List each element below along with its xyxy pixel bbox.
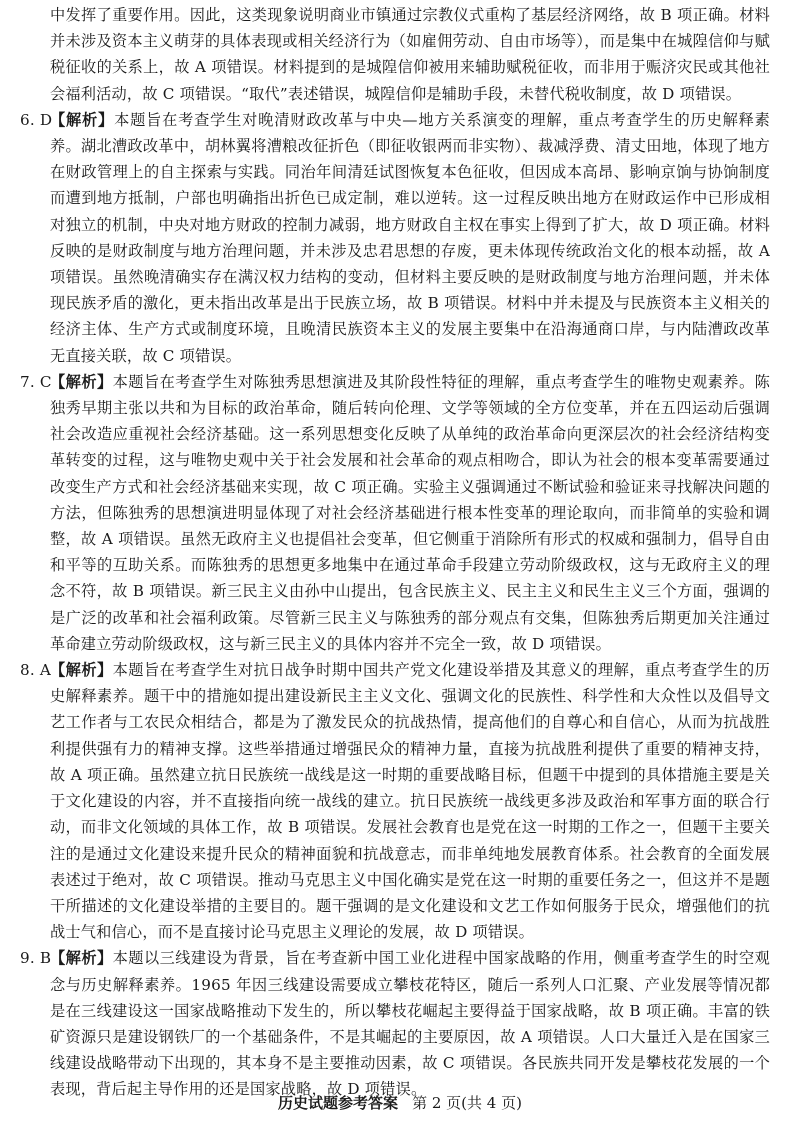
continuation-text: 中发挥了重要作用。因此，这类现象说明商业市镇通过宗教仪式重构了基层经济网络，故 B 项正确。材料并未涉及资本主义萌芽的具体表现或相关经济行为（如雇佣劳动、自由市场等），而是集中在城隍信仰与赋税征收的关系上，故 A 项错误。材料提到的是城隍信仰被用来辅助赋税征收，而非用于赈济灾民或其他社会福利活动，故 C 项错误。“取代”表述错误，城隍信仰是辅助手段，未替代税收制度，故 D 项错误。 xyxy=(50,6,770,103)
answer-item-7 xyxy=(20,369,770,657)
analysis-text: 本题以三线建设为背景，旨在考查新中国工业化进程中国家战略的作用，侧重考查学生的时空观念与历史解释素养。1965 年因三线建设需要成立攀枝花特区，随后一系列人口汇聚、产业发展等情况都是在三线建设这一国家战略推动下发生的，所以攀枝花崛起主要得益于国家战略，故 B 项正确。丰富的铁矿资源只是建设钢铁厂的一个基础条件，不是其崛起的主要原因，故 A 项错误。人口大量迁入是在国家三线建设战略带动下出现的，其本身不是主要推动因素，故 C 项错误。各民族共同开发是攀枝花发展的一个表现，背后起主导作用的还是国家战略，故 D 项错误。 xyxy=(50,949,770,1099)
answer-number: 8. A xyxy=(20,661,52,680)
analysis-text: 本题旨在考查学生对陈独秀思想演进及其阶段性特征的理解，重点考查学生的唯物史观素养。陈独秀早期主张以共和为目标的政治革命，随后转向伦理、文学等领域的全方位变革，并在五四运动后强调社会改造应重视社会经济基础。这一系列思想变化反映了从单纯的政治革命向更深层次的社会经济结构变革转变的过程，这与唯物史观中关于社会发展和社会革命的观点相吻合，即认为社会的根本变革需要通过改变生产方式和社会经济基础来实现，故 C 项正确。实验主义强调通过不断试验和验证来寻找解决问题的方法，但陈独秀的思想演进明显体现了对社会经济基础进行根本性变革的理论取向，而非简单的实验和调整，故 A 项错误。虽然无政府主义也提倡社会变革，但它侧重于消除所有形式的权威和强制力，倡导自由和平等的互助关系。而陈独秀的思想更多地集中在通过革命手段建立劳动阶级政权，这与无政府主义的理念不符，故 B 项错误。新三民主义由孙中山提出，包含民族主义、民主主义和民生主义三个方面，强调的是广泛的改革和社会福利政策。尽管新三民主义与陈独秀的部分观点有交集，但陈独秀后期更加关注通过革命建立劳动阶级政权，这与新三民主义的具体内容并不完全一致，故 D 项错误。 xyxy=(50,372,770,653)
answer-number: 6. D xyxy=(20,110,53,129)
answer-number: 9. B xyxy=(20,949,52,968)
answer-item-9 xyxy=(20,945,770,1102)
answer-content xyxy=(20,2,770,1103)
analysis-tag: 【解析】 xyxy=(50,372,113,391)
analysis-text: 本题旨在考查学生对晚清财政改革与中央—地方关系演变的理解，重点考查学生的历史解释素养。湖北漕政改革中，胡林翼将漕粮改征折色（即征收银两而非实物）、裁减浮费、清丈田地，体现了地方在财政管理上的自主探索与实践。同治年间清廷试图恢复本色征收，但因成本高昂、影响京饷与协饷制度而遭到地方抵制，户部也明确指出折色已成定制，难以逆转。这一过程反映出地方在财政运作中已形成相对独立的机制，中央对地方财政的控制力减弱，地方财政自主权在事实上得到了扩大，故 D 项正确。材料反映的是财政制度与地方治理问题，并未涉及忠君思想的存废，更未体现传统政治文化的根本动摇，故 A 项错误。虽然晚清确实存在满汉权力结构的变动，但材料主要反映的是财政制度与地方治理问题，并未体现民族矛盾的激化，更未指出改革是出于民族立场，故 B 项错误。材料中并未提及与民族资本主义相关的经济主体、生产方式或制度环境，且晚清民族资本主义的发展主要集中在沿海通商口岸，与内陆漕政改革无直接关联，故 C 项错误。 xyxy=(50,110,770,365)
answer-item-8 xyxy=(20,657,770,945)
answer-number: 7. C xyxy=(20,372,52,391)
page-number: 第 2 页(共 4 页) xyxy=(412,1094,522,1112)
previous-answer-continuation xyxy=(50,2,770,107)
analysis-tag: 【解析】 xyxy=(50,661,113,680)
analysis-text: 本题旨在考查学生对抗日战争时期中国共产党文化建设举措及其意义的理解，重点考查学生的历史解释素养。题干中的措施如提出建设新民主主义文化、强调文化的民族性、科学性和大众性以及倡导文艺工作者与工农民众相结合，都是为了激发民众的抗战热情，提高他们的自尊心和自信心，从而为抗战胜利提供强有力的精神支撑。这些举措通过增强民众的精神力量，直接为抗战胜利提供了重要的精神支持，故 A 项正确。虽然建立抗日民族统一战线是这一时期的重要战略目标，但题干中提到的具体措施主要是关于文化建设的内容，并不直接指向统一战线的建立。抗日民族统一战线更多涉及政治和军事方面的联合行动，而非文化领域的具体工作，故 B 项错误。发展社会教育也是党在这一时期的工作之一，但题干主要关注的是通过文化建设来提升民众的精神面貌和抗战意志，而非单纯地发展教育体系。社会教育的全面发展表述过于绝对，故 C 项错误。推动马克思主义中国化确实是党在这一时期的重要任务之一，但这并不是题干所描述的文化建设举措的主要目的。题干强调的是文化建设和文艺工作如何服务于民众，增强他们的抗战士气和信心，而不是直接讨论马克思主义理论的发展，故 D 项错误。 xyxy=(50,661,770,942)
footer-title: 历史试题参考答案 xyxy=(278,1094,399,1112)
analysis-tag: 【解析】 xyxy=(50,110,115,129)
answer-item-6 xyxy=(20,107,770,369)
page-footer xyxy=(0,1093,800,1113)
analysis-tag: 【解析】 xyxy=(50,949,113,968)
